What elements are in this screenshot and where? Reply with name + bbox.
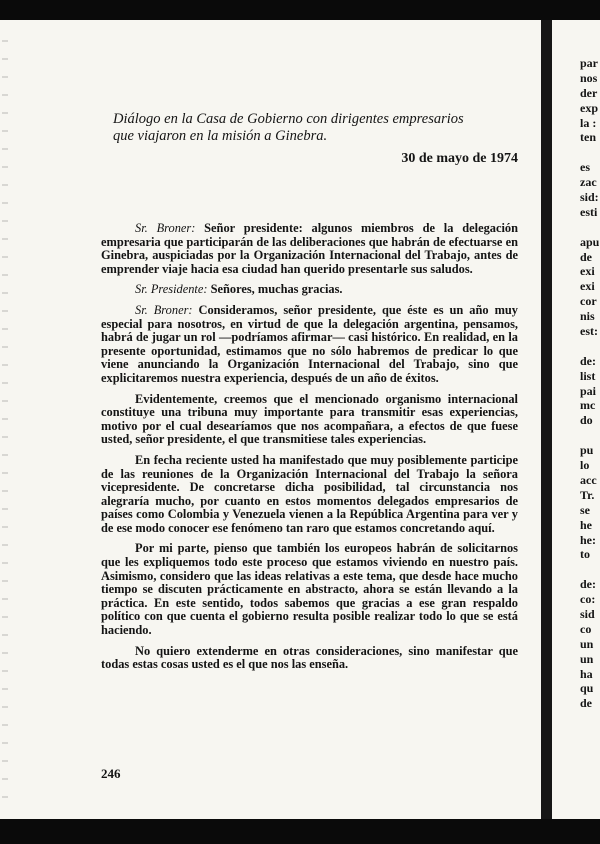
facing-page-fragment: cor	[580, 294, 597, 309]
scan-bottom-border	[0, 819, 600, 844]
facing-page-fragment: acc	[580, 472, 597, 487]
facing-page-fragment	[580, 339, 600, 354]
book-gutter	[541, 20, 552, 819]
document-date: 30 de mayo de 1974	[401, 151, 518, 166]
facing-page-fragment: par	[580, 56, 598, 70]
facing-page-fragment: he:	[580, 532, 596, 547]
facing-page-fragment: exi	[580, 279, 595, 294]
scan-top-border	[0, 0, 600, 20]
document-page	[0, 20, 541, 819]
facing-page-fragment: pai	[580, 383, 597, 398]
facing-page-fragment	[580, 220, 600, 235]
facing-page-fragment: un	[580, 651, 594, 666]
paragraph-text: En fecha reciente usted ha manifestado que muy posiblemente participe de las reuniones de la Organización Internacional del Trabajo la señora vicepresidente. De concretarse dicha posibilidad, tal circunstancia nos alegraría mucho, por cuanto en estos momentos delegados empresarios de países como Colombia y Venezuela vienen a la República Argentina para ver y de ese modo conocer ese fenómeno tan raro que estamos concretando aquí.	[101, 452, 518, 535]
facing-page-fragment: lo	[580, 458, 590, 473]
body-paragraph	[101, 454, 518, 536]
facing-page-fragment: co:	[580, 592, 596, 607]
facing-page-fragment: Tr.	[580, 487, 595, 502]
paragraph-text: No quiero extenderme en otras consideraciones, sino manifestar que todas estas cosas usted es el que nos las enseña.	[101, 643, 518, 672]
facing-page-fragment: de	[580, 249, 592, 264]
facing-page-fragment: he	[580, 517, 592, 532]
speaker-label: Sr. Broner:	[135, 221, 196, 235]
facing-page-fragment: est:	[580, 324, 598, 339]
facing-page-fragment: exp	[580, 100, 598, 115]
facing-page-fragment: es	[580, 160, 590, 175]
facing-page-fragment: co	[580, 621, 592, 636]
body-paragraph	[101, 222, 518, 276]
paragraph-text: Señores, muchas gracias.	[207, 282, 343, 297]
title-line-1: Diálogo en la Casa de Gobierno con dirigentes empresarios	[113, 111, 464, 127]
paragraph-text: Consideramos, señor presidente, que éste es un año muy especial para nosotros, en virtud de que la delegación argentina, pensamos, habrá de jugar un rol —podríamos afirmar— casi histórico. En realidad, en la presente oportunidad, estimamos que no sólo habremos de predicar lo que viene anunciando la Organización Internacional del Trabajo, sino que explicitaremos nuestra experiencia, después de un año de éxitos.	[101, 302, 518, 385]
facing-page-fragment: la :	[580, 115, 597, 130]
facing-page-fragment	[580, 145, 600, 160]
facing-page-fragment: list	[580, 368, 596, 383]
body-paragraph	[101, 393, 518, 447]
paragraph-text: Señor presidente: algunos miembros de la delegación empresaria que participarán de las deliberaciones que habrán de efectuarse en Ginebra, auspiciadas por la Organización Internacional del Trabajo, antes de emprender viaje hacia esa ciudad han querido presentarle sus saludos.	[101, 221, 518, 276]
facing-page-fragment: do	[580, 413, 593, 428]
body-paragraph	[101, 304, 518, 386]
facing-page-fragment: sid	[580, 606, 595, 621]
facing-page-fragment: de	[580, 696, 592, 711]
facing-page-fragment: de:	[580, 353, 596, 368]
facing-page-fragment: der	[580, 85, 598, 100]
facing-page-fragment: sid:	[580, 190, 599, 205]
facing-page-fragment: se	[580, 502, 590, 517]
facing-page-fragment: nos	[580, 70, 598, 85]
body-paragraph	[101, 542, 518, 637]
body-paragraph	[101, 283, 518, 297]
facing-page-fragment: un	[580, 636, 594, 651]
facing-page-fragment: to	[580, 547, 590, 562]
document-title	[113, 111, 531, 145]
facing-page-fragment: de:	[580, 577, 596, 592]
paragraph-text: Por mi parte, pienso que también los europeos habrán de solicitarnos que les expliquemos todo este proceso que estamos viviendo en nuestro país. Asimismo, considero que las ideas relativas a este tema, que desde hace mucho tiempo se discuten prácticamente en abstracto, ahora se están llevando a la práctica. En este sentido, todos sabemos que gracias a ese gran respaldo político con que cuenta el gobierno resulta posible realizar todo lo que se está haciendo.	[101, 541, 518, 638]
page-number: 246	[101, 766, 121, 781]
speaker-label: Sr. Broner:	[135, 302, 193, 317]
facing-page-fragments	[580, 56, 600, 711]
facing-page-fragment: pu	[580, 443, 594, 458]
facing-page-fragment: nis	[580, 309, 595, 324]
facing-page-fragment: exi	[580, 264, 595, 279]
facing-page-fragment: qu	[580, 681, 594, 696]
paragraph-text: Evidentemente, creemos que el mencionado organismo internacional constituye una tribuna muy importante para transmitir esas experiencias, motivo por el cual desearíamos que nos acompañara, a efectos de que fuese usted, señor presidente, el que transmitiese tales experiencias.	[101, 391, 518, 447]
document-body	[101, 222, 518, 679]
facing-page-fragment: mc	[580, 398, 596, 413]
facing-page-fragment: ha	[580, 666, 593, 681]
title-line-2: que viajaron en la misión a Ginebra.	[113, 128, 328, 144]
facing-page-fragment	[580, 428, 600, 443]
facing-page-fragment: zac	[580, 175, 597, 190]
facing-page-fragment: esti	[580, 204, 598, 219]
facing-page-fragment	[580, 562, 600, 577]
body-paragraph	[101, 645, 518, 672]
speaker-label: Sr. Presidente:	[135, 282, 208, 297]
facing-page-fragment: apu	[580, 234, 600, 249]
facing-page-fragment: ten	[580, 130, 596, 145]
